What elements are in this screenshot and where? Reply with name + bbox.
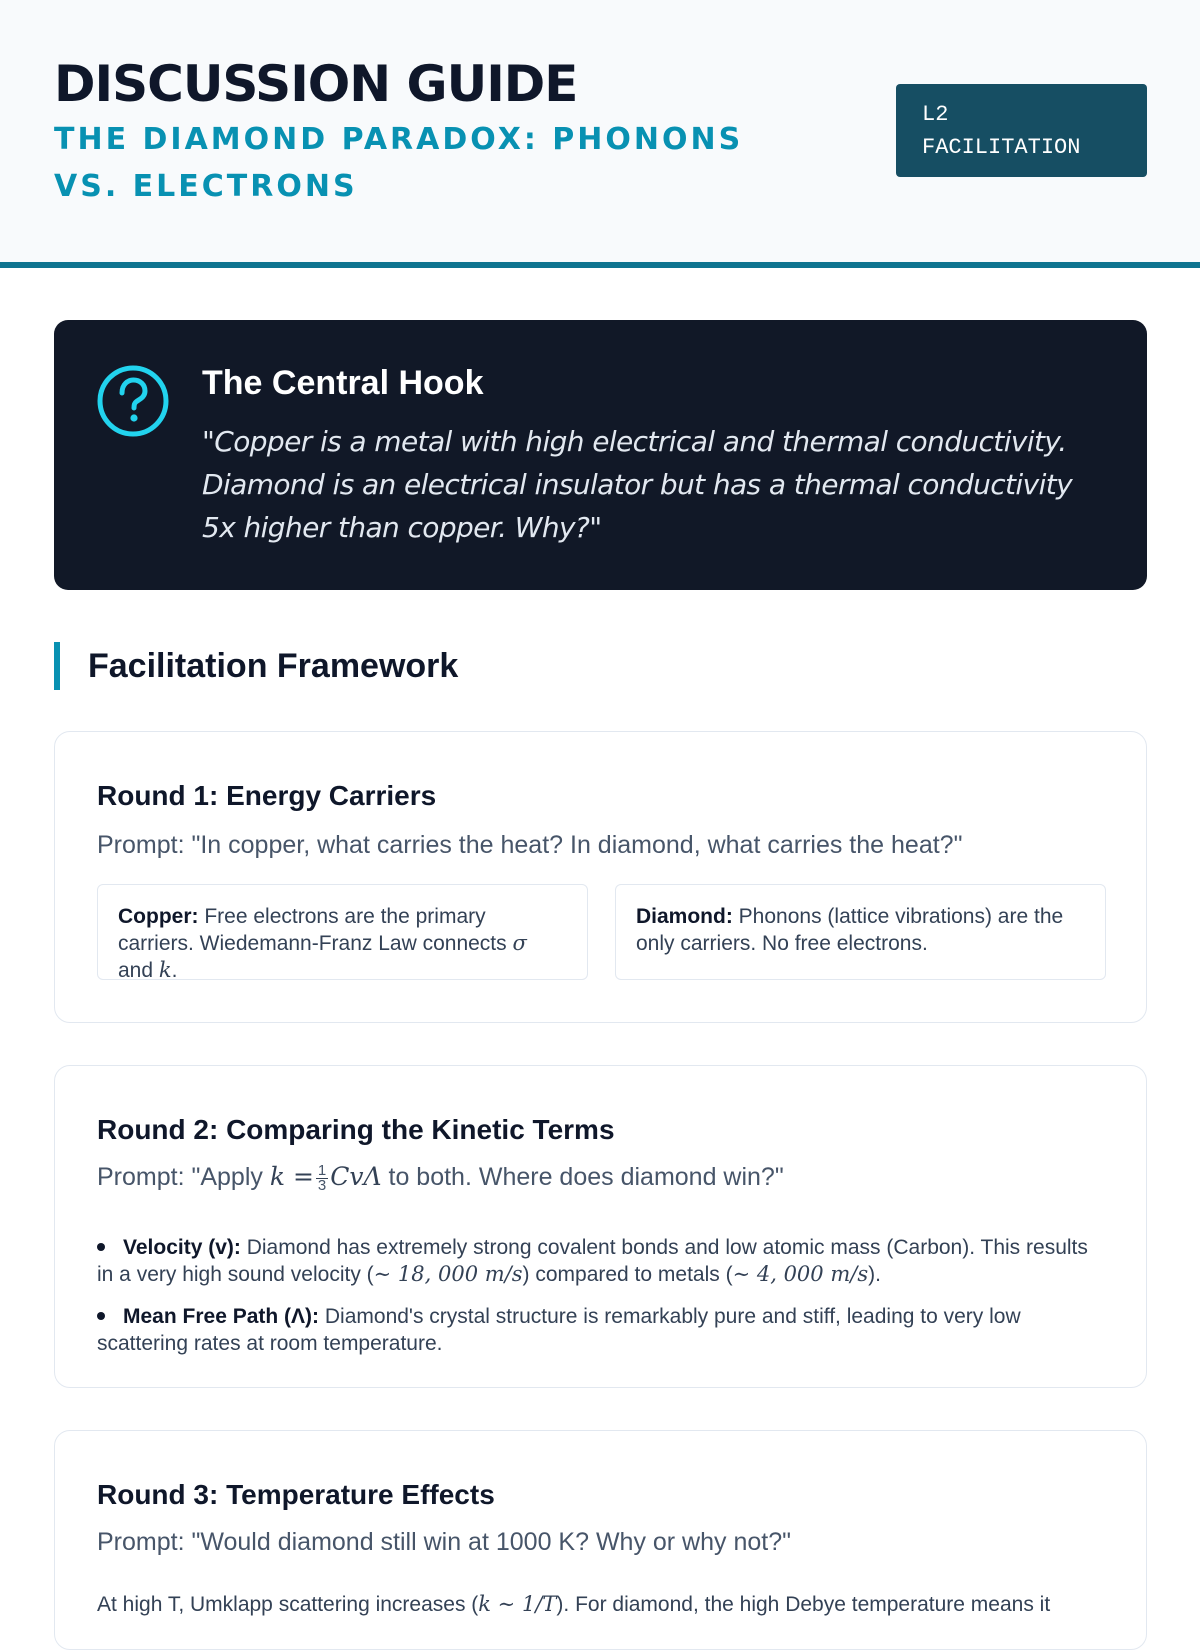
umklapp-relation: k ∼ 1/T	[478, 1592, 557, 1616]
copper-label: Copper:	[118, 905, 199, 928]
fraction-numerator: 1	[317, 1161, 327, 1179]
level-badge-line-1: L2	[922, 102, 949, 127]
diamond-text: Phonons (lattice vibrations) are the only carriers. No free electrons.	[636, 905, 1064, 955]
velocity-diamond-value: ∼ 18, 000 m/s	[373, 1262, 523, 1286]
round-3-body-start: At high T, Umklapp scattering increases (	[97, 1593, 479, 1616]
round-2-prompt-end: to both. Where does diamond win?"	[388, 1163, 784, 1191]
velocity-text-b: ) compared to metals (	[522, 1263, 733, 1286]
k-symbol: k	[158, 958, 172, 982]
formula-lhs: k =	[269, 1162, 314, 1191]
bullet-icon	[97, 1312, 105, 1320]
velocity-metal-value: ∼ 4, 000 m/s	[732, 1262, 869, 1286]
round-1-title: Round 1: Energy Carriers	[97, 780, 437, 811]
hook-title: The Central Hook	[202, 364, 484, 402]
level-badge-line-2: FACILITATION	[922, 135, 1081, 160]
fraction-denominator: 3	[317, 1176, 327, 1194]
round-3-title: Round 3: Temperature Effects	[97, 1479, 495, 1510]
round-3-card	[54, 1430, 1147, 1650]
document-title: DISCUSSION GUIDE	[54, 55, 578, 113]
diamond-label: Diamond:	[636, 905, 733, 928]
list-item	[97, 1303, 1107, 1357]
hook-quote: "Copper is a metal with high electrical and thermal conductivity. Diamond is an electrical insulator but has a thermal conductivity 5x higher than copper. Why?"	[202, 425, 1073, 544]
mean-free-path-text: Diamond's crystal structure is remarkably pure and stiff, leading to very low scattering rates at room temperature.	[97, 1305, 1021, 1355]
mean-free-path-label: Mean Free Path (Λ):	[123, 1305, 320, 1328]
central-hook-panel	[54, 320, 1147, 590]
round-3-prompt: Prompt: "Would diamond still win at 1000 K? Why or why not?"	[97, 1528, 791, 1556]
velocity-text-c: ).	[868, 1263, 881, 1286]
round-3-body	[97, 1591, 1107, 1618]
round-2-card	[54, 1065, 1147, 1388]
round-2-prompt-start: Prompt: "Apply	[97, 1163, 263, 1191]
one-third-fraction	[316, 1161, 328, 1194]
question-circle-icon	[96, 364, 170, 438]
copper-and: and	[118, 959, 154, 982]
copper-carrier-box: Copper: Free electrons are the primary carriers. Wiedemann-Franz Law connects σ and k.	[97, 884, 588, 980]
velocity-label: Velocity (v):	[123, 1236, 241, 1259]
facilitation-framework-heading: Facilitation Framework	[54, 642, 458, 690]
list-item	[97, 1234, 1107, 1288]
round-2-title: Round 2: Comparing the Kinetic Terms	[97, 1114, 615, 1145]
formula-rhs: CvΛ	[330, 1162, 382, 1191]
diamond-carrier-box	[615, 884, 1106, 980]
round-1-card	[54, 731, 1147, 1023]
sigma-symbol: σ	[512, 931, 527, 955]
round-1-prompt: Prompt: "In copper, what carries the heat? In diamond, what carries the heat?"	[97, 831, 963, 859]
velocity-text-a: Diamond has extremely strong covalent bonds and low atomic mass (Carbon). This results in a very high sound velocity (	[97, 1236, 1088, 1286]
document-header	[0, 0, 1200, 268]
kinetic-terms-list	[97, 1234, 1107, 1372]
round-2-prompt	[97, 1160, 784, 1194]
level-badge	[896, 84, 1147, 177]
copper-text: Free electrons are the primary carriers. Wiedemann-Franz Law connects	[118, 905, 507, 955]
document-subtitle: THE DIAMOND PARADOX: PHONONS VS. ELECTRONS	[54, 122, 744, 204]
bullet-icon	[97, 1243, 105, 1251]
round-3-body-end: ). For diamond, the high Debye temperature means it	[556, 1593, 1051, 1616]
